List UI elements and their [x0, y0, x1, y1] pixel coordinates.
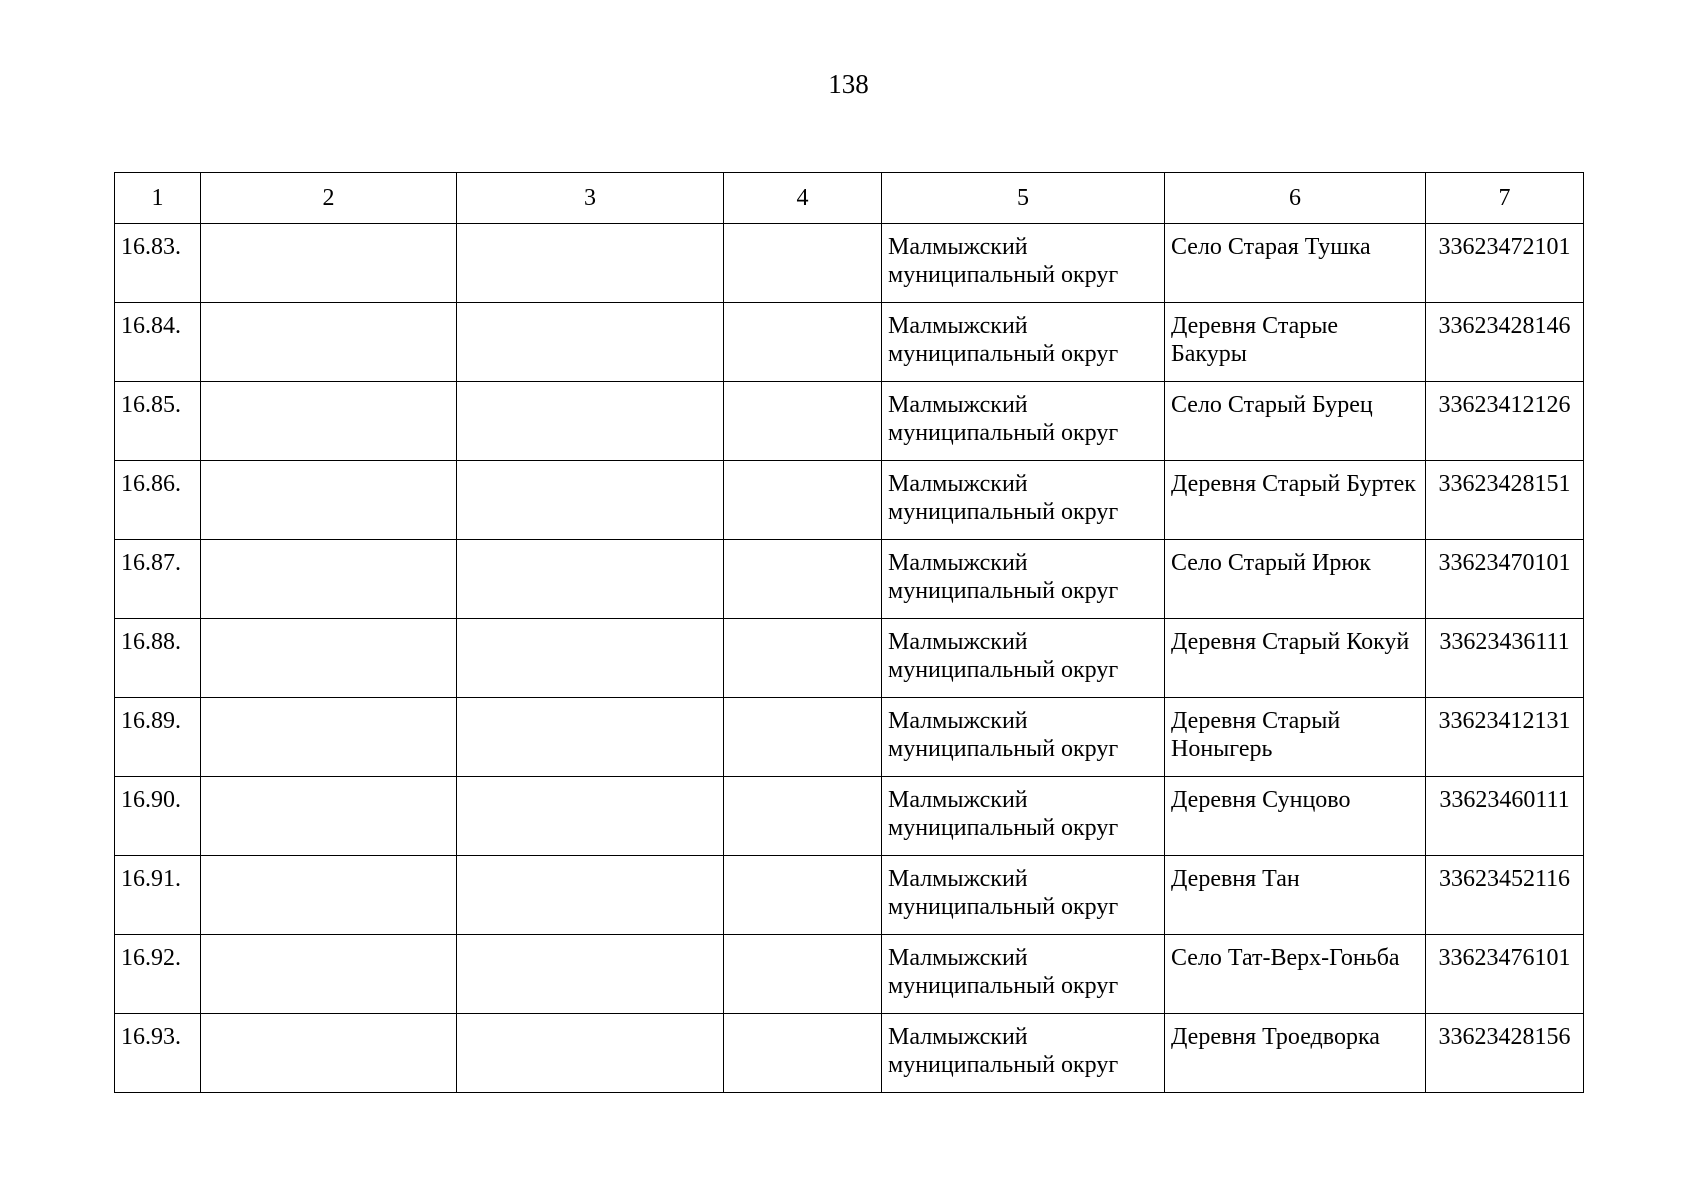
district-cell: Малмыжский муниципальный округ	[882, 856, 1165, 935]
column-2-cell	[201, 619, 457, 698]
column-header: 1	[115, 173, 201, 224]
column-2-cell	[201, 935, 457, 1014]
row-number-cell: 16.84.	[115, 303, 201, 382]
column-3-cell	[457, 856, 724, 935]
settlement-cell: Село Старый Ирюк	[1165, 540, 1426, 619]
table-row	[115, 303, 1584, 382]
table-row	[115, 777, 1584, 856]
column-3-cell	[457, 461, 724, 540]
code-cell: 33623412126	[1426, 382, 1584, 461]
code-cell: 33623412131	[1426, 698, 1584, 777]
settlement-cell: Село Тат-Верх-Гоньба	[1165, 935, 1426, 1014]
column-4-cell	[724, 619, 882, 698]
settlement-cell: Деревня Старые Бакуры	[1165, 303, 1426, 382]
column-2-cell	[201, 461, 457, 540]
district-cell: Малмыжский муниципальный округ	[882, 1014, 1165, 1093]
column-header: 7	[1426, 173, 1584, 224]
table-row	[115, 1014, 1584, 1093]
column-4-cell	[724, 540, 882, 619]
column-3-cell	[457, 935, 724, 1014]
column-header: 4	[724, 173, 882, 224]
column-4-cell	[724, 224, 882, 303]
column-4-cell	[724, 777, 882, 856]
column-header: 6	[1165, 173, 1426, 224]
row-number-cell: 16.90.	[115, 777, 201, 856]
table-header-row	[115, 173, 1584, 224]
district-cell: Малмыжский муниципальный округ	[882, 303, 1165, 382]
table-row	[115, 540, 1584, 619]
column-4-cell	[724, 461, 882, 540]
code-cell: 33623452116	[1426, 856, 1584, 935]
row-number-cell: 16.89.	[115, 698, 201, 777]
code-cell: 33623472101	[1426, 224, 1584, 303]
settlement-cell: Деревня Старый Ноныгерь	[1165, 698, 1426, 777]
column-2-cell	[201, 777, 457, 856]
settlement-cell: Село Старая Тушка	[1165, 224, 1426, 303]
code-cell: 33623476101	[1426, 935, 1584, 1014]
district-cell: Малмыжский муниципальный округ	[882, 777, 1165, 856]
column-2-cell	[201, 303, 457, 382]
district-cell: Малмыжский муниципальный округ	[882, 935, 1165, 1014]
row-number-cell: 16.91.	[115, 856, 201, 935]
column-4-cell	[724, 1014, 882, 1093]
code-cell: 33623460111	[1426, 777, 1584, 856]
settlements-table	[114, 172, 1584, 1093]
column-2-cell	[201, 1014, 457, 1093]
district-cell: Малмыжский муниципальный округ	[882, 698, 1165, 777]
row-number-cell: 16.87.	[115, 540, 201, 619]
column-3-cell	[457, 224, 724, 303]
settlement-cell: Деревня Старый Кокуй	[1165, 619, 1426, 698]
column-2-cell	[201, 698, 457, 777]
row-number-cell: 16.88.	[115, 619, 201, 698]
column-2-cell	[201, 224, 457, 303]
code-cell: 33623470101	[1426, 540, 1584, 619]
settlement-cell: Деревня Сунцово	[1165, 777, 1426, 856]
column-header: 3	[457, 173, 724, 224]
column-4-cell	[724, 935, 882, 1014]
row-number-cell: 16.85.	[115, 382, 201, 461]
column-3-cell	[457, 303, 724, 382]
row-number-cell: 16.92.	[115, 935, 201, 1014]
column-3-cell	[457, 382, 724, 461]
column-2-cell	[201, 856, 457, 935]
table-row	[115, 382, 1584, 461]
district-cell: Малмыжский муниципальный округ	[882, 619, 1165, 698]
settlement-cell: Деревня Троедворка	[1165, 1014, 1426, 1093]
table-row	[115, 935, 1584, 1014]
settlement-cell: Деревня Старый Буртек	[1165, 461, 1426, 540]
column-4-cell	[724, 382, 882, 461]
column-2-cell	[201, 540, 457, 619]
code-cell: 33623428146	[1426, 303, 1584, 382]
table-row	[115, 856, 1584, 935]
settlement-cell: Деревня Тан	[1165, 856, 1426, 935]
table-row	[115, 224, 1584, 303]
code-cell: 33623428156	[1426, 1014, 1584, 1093]
column-3-cell	[457, 540, 724, 619]
district-cell: Малмыжский муниципальный округ	[882, 382, 1165, 461]
column-3-cell	[457, 619, 724, 698]
column-2-cell	[201, 382, 457, 461]
column-3-cell	[457, 777, 724, 856]
row-number-cell: 16.86.	[115, 461, 201, 540]
table-row	[115, 698, 1584, 777]
column-3-cell	[457, 1014, 724, 1093]
table-row	[115, 461, 1584, 540]
column-4-cell	[724, 698, 882, 777]
page-number: 138	[828, 69, 869, 99]
row-number-cell: 16.83.	[115, 224, 201, 303]
column-header: 2	[201, 173, 457, 224]
table-row	[115, 619, 1584, 698]
column-header: 5	[882, 173, 1165, 224]
district-cell: Малмыжский муниципальный округ	[882, 461, 1165, 540]
code-cell: 33623436111	[1426, 619, 1584, 698]
district-cell: Малмыжский муниципальный округ	[882, 540, 1165, 619]
settlement-cell: Село Старый Бурец	[1165, 382, 1426, 461]
column-4-cell	[724, 856, 882, 935]
code-cell: 33623428151	[1426, 461, 1584, 540]
column-3-cell	[457, 698, 724, 777]
district-cell: Малмыжский муниципальный округ	[882, 224, 1165, 303]
column-4-cell	[724, 303, 882, 382]
row-number-cell: 16.93.	[115, 1014, 201, 1093]
